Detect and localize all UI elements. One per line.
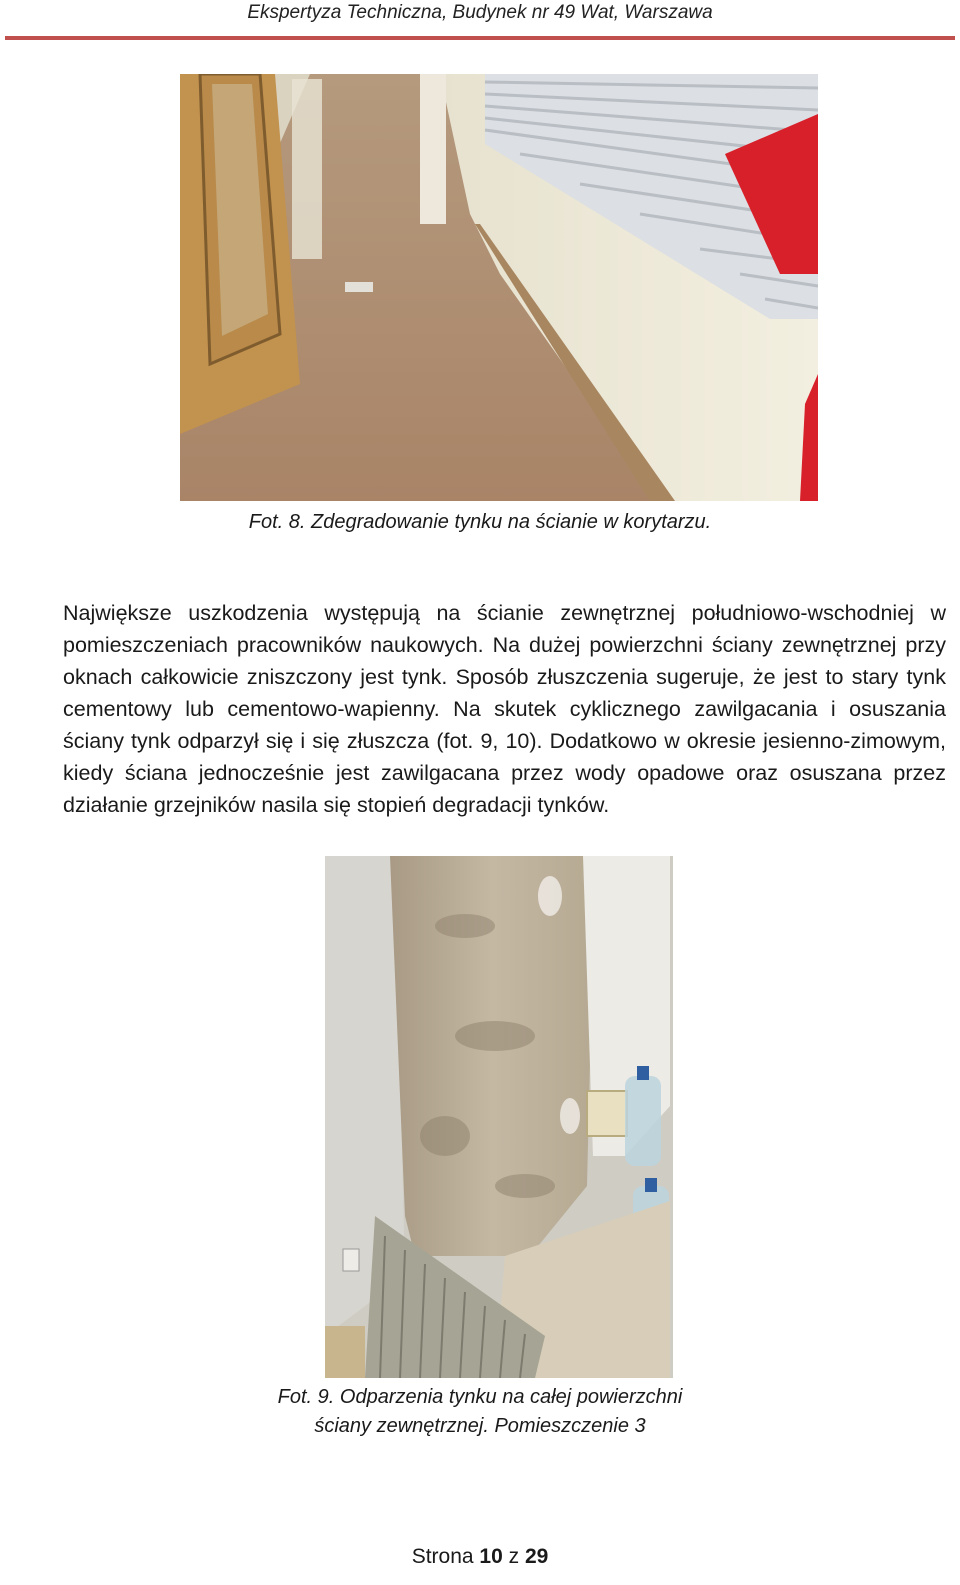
footer-separator: z: [508, 1545, 520, 1568]
photo-8-caption: Fot. 8. Zdegradowanie tynku na ścianie w korytarzu.: [248, 511, 712, 533]
body-paragraph: Największe uszkodzenia występują na ścianie zewnętrznej południowo-wschodniej w pomieszczeniach pracowników naukowych. Na dużej powierzchni ściany zewnętrznej przy oknach całkowicie zniszczony jest tynk. Sposób złuszczenia sugeruje, że jest to stary tynk cementowy lub cementowo-wapienny. Na skutek cyklicznego zawilgacania i osuszania ściany tynk odparzył się i się złuszcza (fot. 9, 10). Dodatkowo w okresie jesienno-zimowym, kiedy ściana jednocześnie jest zawilgacana przez wody opadowe oraz osuszana przez działanie grzejników nasila się stopień degradacji tynków.: [63, 600, 946, 817]
document-title: Ekspertyza Techniczna, Budynek nr 49 Wat, Warszawa: [247, 2, 713, 23]
page-header: [0, 0, 960, 40]
header-divider: [5, 36, 955, 40]
page-number: 10: [479, 1545, 503, 1568]
damaged-wall-photo: [325, 856, 673, 1378]
photo-9-caption: [0, 1383, 960, 1441]
page-total: 29: [524, 1545, 549, 1568]
page-footer: [0, 1545, 960, 1569]
footer-prefix: Strona: [411, 1545, 474, 1568]
photo-9-caption-line2: ściany zewnętrznej. Pomieszczenie 3: [314, 1415, 646, 1437]
corridor-photo: [180, 74, 818, 501]
photo-9-caption-line1: Fot. 9. Odparzenia tynku na całej powierzchni: [277, 1386, 683, 1408]
